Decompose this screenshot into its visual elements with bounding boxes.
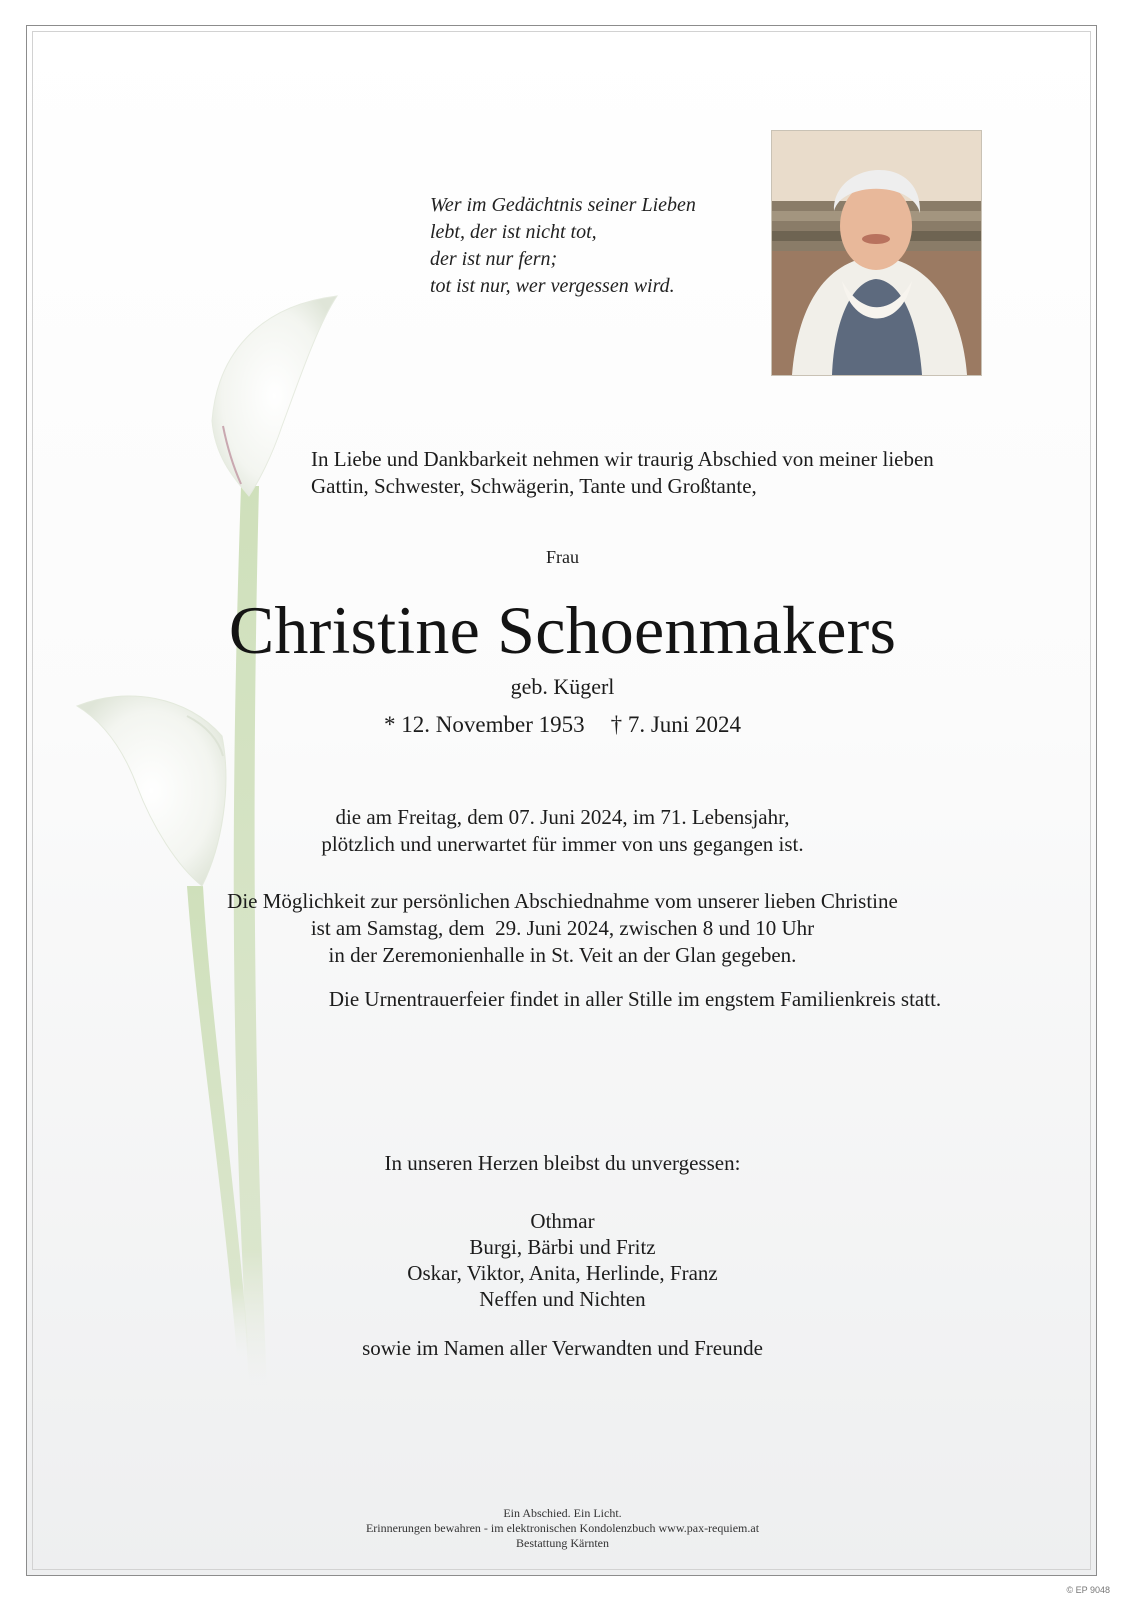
- death-date: † 7. Juni 2024: [610, 712, 741, 737]
- parte-card: [26, 25, 1097, 1576]
- mourners-list: [27, 1208, 1097, 1312]
- poem-line: lebt, der ist nicht tot,: [430, 221, 597, 243]
- intro-line: Gattin, Schwester, Schwägerin, Tante und Großtante,: [311, 474, 757, 498]
- mourner-line: Othmar: [530, 1209, 595, 1233]
- footer: [27, 1506, 1097, 1551]
- poem-line: Wer im Gedächtnis seiner Lieben: [430, 194, 696, 216]
- deceased-name: Christine Schoenmakers: [228, 592, 897, 668]
- mourner-line: Burgi, Bärbi und Fritz: [469, 1235, 656, 1259]
- salutation: Frau: [546, 547, 579, 567]
- footer-line: Erinnerungen bewahren - im elektronischen Kondolenzbuch www.pax-requiem.at: [365, 1521, 760, 1535]
- poem-line: der ist nur fern;: [430, 248, 558, 270]
- birth-date: * 12. November 1953: [384, 712, 585, 737]
- farewell-line: Die Möglichkeit zur persönlichen Abschiednahme vom unserer lieben Christine: [227, 889, 898, 913]
- footer-line: Bestattung Kärnten: [516, 1536, 609, 1550]
- life-dates: [27, 712, 1097, 738]
- mourner-line: Oskar, Viktor, Anita, Herlinde, Franz: [407, 1261, 718, 1285]
- mourners-closing: sowie im Namen aller Verwandten und Freunde: [362, 1336, 763, 1360]
- farewell-text: [27, 888, 1097, 969]
- intro-line: In Liebe und Dankbarkeit nehmen wir traurig Abschied von meiner lieben: [311, 447, 934, 471]
- passing-line: plötzlich und unerwartet für immer von uns gegangen ist.: [321, 832, 804, 856]
- ceremony-text: Die Urnentrauerfeier findet in aller Stille im engstem Familienkreis statt.: [328, 987, 942, 1011]
- passing-text: [27, 804, 1097, 858]
- farewell-line: in der Zeremonienhalle in St. Veit an der Glan gegeben.: [328, 943, 797, 967]
- mourners-heading: In unseren Herzen bleibst du unvergessen:: [384, 1151, 741, 1175]
- farewell-line: ist am Samstag, dem 29. Juni 2024, zwischen 8 und 10 Uhr: [310, 916, 815, 940]
- portrait-photo: [771, 130, 982, 376]
- passing-line: die am Freitag, dem 07. Juni 2024, im 71. Lebensjahr,: [335, 805, 790, 829]
- intro-text: [311, 446, 1031, 500]
- memorial-poem: [430, 192, 760, 300]
- poem-line: tot ist nur, wer vergessen wird.: [430, 275, 675, 297]
- mourner-line: Neffen und Nichten: [479, 1287, 646, 1311]
- maiden-name: geb. Kügerl: [510, 674, 615, 699]
- footer-line: Ein Abschied. Ein Licht.: [503, 1506, 622, 1520]
- print-code: © EP 9048: [1066, 1585, 1110, 1595]
